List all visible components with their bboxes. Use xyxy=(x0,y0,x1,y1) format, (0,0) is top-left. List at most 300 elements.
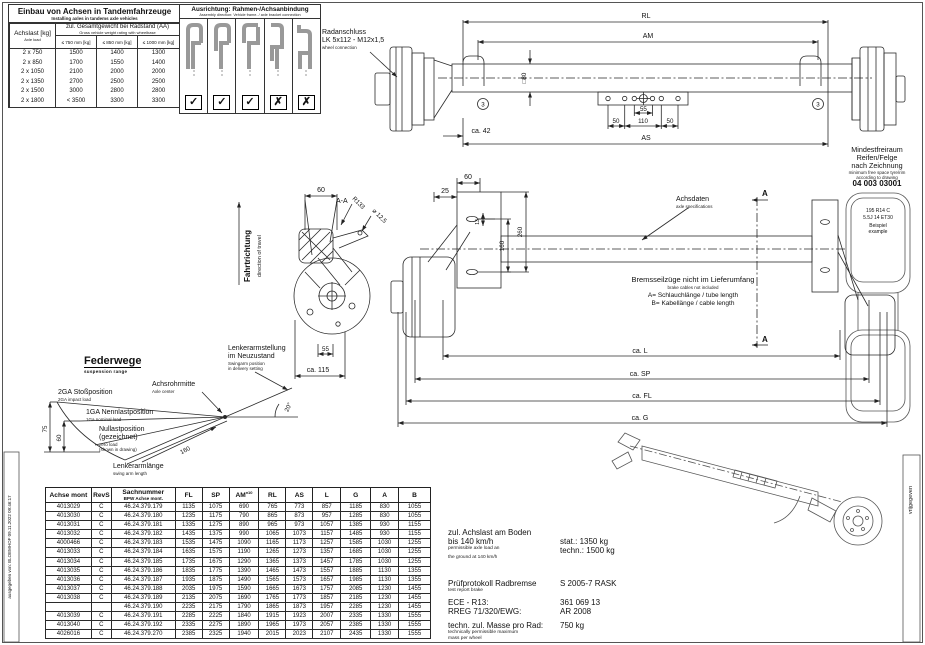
table-cell: 3300 xyxy=(97,97,138,107)
dim-am: AM xyxy=(642,33,654,40)
col-l: L xyxy=(313,488,341,503)
table-cell: C xyxy=(91,530,111,539)
table-row xyxy=(46,557,431,566)
table-cell: 4000466 xyxy=(46,539,92,548)
col-1000: ≤ 1000 mm [kg] xyxy=(138,36,180,49)
rreg-value: AR 2008 xyxy=(560,607,592,616)
table-cell: 1923 xyxy=(286,612,313,621)
table-cell: 1375 xyxy=(202,530,229,539)
table-cell: 1555 xyxy=(399,621,431,630)
table-cell: 1700 xyxy=(56,59,97,69)
table-cell: 1230 xyxy=(371,593,399,602)
table-cell: 4013032 xyxy=(46,530,92,539)
table-row xyxy=(46,566,431,575)
mass-per-wheel-en2: mass per wheel xyxy=(448,635,482,641)
bracket-profile-icon xyxy=(293,21,319,79)
table-row xyxy=(10,78,180,88)
aa-dim-60: 60 xyxy=(317,187,325,194)
dim-55: 55 xyxy=(639,106,647,113)
table-cell: 2 x 1800 xyxy=(10,97,56,107)
table-cell: 46.24.379.181 xyxy=(111,521,175,530)
table-cell: 790 xyxy=(229,512,259,521)
table-cell: C xyxy=(91,521,111,530)
table-cell: 1940 xyxy=(229,630,259,639)
axle-load-ground-en2: the ground at 140 km/h xyxy=(448,555,498,560)
table-cell: 1155 xyxy=(399,530,431,539)
table-cell: 2500 xyxy=(138,78,180,88)
table-cell: 1775 xyxy=(202,566,229,575)
table-cell: 1565 xyxy=(259,575,286,584)
table-cell: 1455 xyxy=(399,603,431,612)
table-cell: 1873 xyxy=(286,603,313,612)
table-cell: 46.24.379.180 xyxy=(111,512,175,521)
wheel-connection-label: Radanschluss LK 5x112 - M12x1,5 wheel connection xyxy=(322,29,385,50)
table-cell: 46.24.379.184 xyxy=(111,548,175,557)
bracket-profile-icon xyxy=(265,21,291,79)
table-cell: 1055 xyxy=(399,503,431,512)
table-cell: 1400 xyxy=(138,59,180,69)
table-cell: 1690 xyxy=(229,593,259,602)
aa-section-label: A-A xyxy=(336,198,348,205)
fw-dim-160: 160 xyxy=(179,445,192,457)
table-cell: 2225 xyxy=(202,612,229,621)
table-cell: 1575 xyxy=(202,548,229,557)
table-cell: 1357 xyxy=(313,548,341,557)
table-cell: 873 xyxy=(286,512,313,521)
table-cell: C xyxy=(91,548,111,557)
example-label: example xyxy=(868,229,888,235)
table-cell: 1773 xyxy=(286,593,313,602)
table-cell: 2057 xyxy=(313,621,341,630)
table-row xyxy=(46,530,431,539)
table-cell: C xyxy=(91,539,111,548)
axle-specifications-label: Achsdaten axle specifications xyxy=(676,196,713,209)
beispiel-label: Beispiel xyxy=(869,223,887,229)
table-cell: 46.24.379.182 xyxy=(111,530,175,539)
table-cell: 1175 xyxy=(202,512,229,521)
table-cell: 1075 xyxy=(202,503,229,512)
table-row xyxy=(10,97,180,107)
table-cell: 865 xyxy=(259,512,286,521)
table-cell: 46.24.379.187 xyxy=(111,575,175,584)
table-cell: 1365 xyxy=(259,557,286,566)
table-cell: 1975 xyxy=(202,584,229,593)
axle-load-ground-line2: bis 140 km/h xyxy=(448,537,494,546)
table-cell: C xyxy=(91,593,111,602)
table-row xyxy=(10,59,180,69)
table-cell: C xyxy=(91,612,111,621)
table-cell: 1330 xyxy=(371,630,399,639)
nominal-load-label: 1GA Nennlastposition 1Ga nominal load xyxy=(86,409,154,422)
table-cell: 1130 xyxy=(371,575,399,584)
table-cell: 2000 xyxy=(138,68,180,78)
dim-sq80: □80 xyxy=(521,72,528,84)
direction-of-travel-label-de: Fahrtrichtung xyxy=(243,230,252,282)
table-cell: 1030 xyxy=(371,539,399,548)
orientation-title-en: Assembly direction: Vehicle frame- / axle bracket connection xyxy=(199,13,301,17)
table-cell: 1335 xyxy=(175,521,202,530)
table-cell: 1255 xyxy=(399,548,431,557)
suspension-range-title: Federwege suspension range xyxy=(84,355,142,374)
table-cell: 4013038 xyxy=(46,593,92,602)
table-cell: 1135 xyxy=(175,503,202,512)
table-cell: 1455 xyxy=(399,593,431,602)
table-cell: 2235 xyxy=(175,603,202,612)
table-cell: 4026016 xyxy=(46,630,92,639)
col-revs: RevS xyxy=(91,488,111,503)
table-cell xyxy=(91,603,111,612)
test-report-label-en: test report brake xyxy=(448,587,483,593)
table-cell: 1090 xyxy=(229,539,259,548)
table-cell: 1290 xyxy=(229,557,259,566)
table-cell: 1675 xyxy=(202,557,229,566)
table-cell: 2335 xyxy=(341,612,371,621)
table-cell: 1230 xyxy=(371,603,399,612)
col-am: $AM^{\pm 10}$ xyxy=(229,488,259,503)
table-cell: 765 xyxy=(259,503,286,512)
table-row xyxy=(46,539,431,548)
table-cell: 2 x 1500 xyxy=(10,87,56,97)
dim-50-left: 50 xyxy=(612,118,620,125)
table-cell: C xyxy=(91,575,111,584)
table-cell: 2385 xyxy=(341,621,371,630)
dim-50-right: 50 xyxy=(666,118,674,125)
table-cell: 1285 xyxy=(341,512,371,521)
aa-r133: R133 xyxy=(350,195,366,211)
parts-table-body xyxy=(46,503,431,639)
direction-of-travel-label-en: direction of travel xyxy=(257,235,263,277)
dim-ca-l: ca. L xyxy=(632,348,648,355)
table-cell: 1765 xyxy=(259,593,286,602)
table-cell: 1390 xyxy=(229,566,259,575)
table-cell: 3000 xyxy=(56,87,97,97)
table-cell: C xyxy=(91,566,111,575)
table-row xyxy=(46,603,431,612)
table-cell: 1400 xyxy=(97,49,138,59)
technical-load-value: techn.: 1500 kg xyxy=(560,546,615,555)
table-cell: 830 xyxy=(371,503,399,512)
table-cell: 1965 xyxy=(259,621,286,630)
table-cell: 2 x 1350 xyxy=(10,78,56,88)
dim-ca-fl: ca. FL xyxy=(632,393,652,400)
table-cell: 1300 xyxy=(138,49,180,59)
table-cell: 1585 xyxy=(341,539,371,548)
table-cell: 1555 xyxy=(399,612,431,621)
table-row xyxy=(46,548,431,557)
parts-table-header-row xyxy=(46,488,431,503)
table-cell: 4013030 xyxy=(46,512,92,521)
table-cell: 1055 xyxy=(399,512,431,521)
table-cell: 1230 xyxy=(371,584,399,593)
table-cell: 2335 xyxy=(175,621,202,630)
table-row xyxy=(46,593,431,602)
table-cell: 2325 xyxy=(202,630,229,639)
table-cell: 4013029 xyxy=(46,503,92,512)
table-cell: 2285 xyxy=(175,612,202,621)
table-cell: 1635 xyxy=(175,548,202,557)
mv-dim-25: 25 xyxy=(441,188,449,195)
table-cell: 1555 xyxy=(399,630,431,639)
col-as: AS xyxy=(286,488,313,503)
orientation-checkbox-5: ✗ xyxy=(298,95,315,110)
table-cell: 4013033 xyxy=(46,548,92,557)
rim-size-label: 5.5J 14 ET30 xyxy=(863,215,893,221)
table-cell: 4013036 xyxy=(46,575,92,584)
table-row xyxy=(10,49,180,59)
swingarm-delivery-label: Lenkerarmstellung im Neuzustand Swingarm position in delivery setting xyxy=(228,345,286,371)
table-cell: 1890 xyxy=(229,621,259,630)
balloon-3-left: 3 xyxy=(481,101,485,109)
table-cell: 1257 xyxy=(313,539,341,548)
col-achse-mont: Achse mont xyxy=(46,488,92,503)
table-cell: 2 x 850 xyxy=(10,59,56,69)
table-cell: 2100 xyxy=(56,68,97,78)
table-cell: 1255 xyxy=(399,557,431,566)
table-cell: 1273 xyxy=(286,548,313,557)
table-cell: 2175 xyxy=(202,603,229,612)
table-cell: 1275 xyxy=(202,521,229,530)
table-cell: 4013031 xyxy=(46,521,92,530)
mass-per-wheel-en1: technically permissible maximum xyxy=(448,630,519,635)
axle-load-header: Achslast [kg] Axle load xyxy=(10,24,56,49)
orientation-title xyxy=(180,5,320,19)
table-cell: 830 xyxy=(371,512,399,521)
fw-dim-75: 75 xyxy=(42,425,49,433)
table-cell: 1500 xyxy=(56,49,97,59)
install-title-de: Einbau von Achsen in Tandemfahrzeuge xyxy=(17,7,172,16)
impact-position-label: 2GA Stoßposition 2GA impact load xyxy=(58,389,113,402)
table-cell: 690 xyxy=(229,503,259,512)
table-cell: 1875 xyxy=(202,575,229,584)
orientation-option-4 xyxy=(265,19,293,113)
orientation-title-de: Ausrichtung: Rahmen-/Achsanbindung xyxy=(191,6,309,13)
table-cell: 1915 xyxy=(259,612,286,621)
tandem-install-table xyxy=(8,4,181,108)
brake-cables-note: Bremsseilzüge nicht im Lieferumfang brake cables not included A= Schlauchlänge / tube length B= Kabellänge / cable length xyxy=(631,275,755,307)
orientation-checkbox-1: ✓ xyxy=(185,95,202,110)
table-cell: 1030 xyxy=(371,557,399,566)
install-table-title xyxy=(9,5,180,23)
table-cell: 1857 xyxy=(313,593,341,602)
mass-per-wheel-value: 750 kg xyxy=(560,621,585,630)
orientation-panel xyxy=(179,4,321,114)
table-cell: 1130 xyxy=(371,566,399,575)
orientation-checkbox-2: ✓ xyxy=(213,95,230,110)
aa-dim-115: ca. 115 xyxy=(306,367,330,374)
table-cell: 1835 xyxy=(175,566,202,575)
table-cell: 1235 xyxy=(175,512,202,521)
test-report-label: Prüfprotokoll Radbremse xyxy=(448,578,537,588)
install-table-body xyxy=(10,49,180,107)
table-row xyxy=(46,521,431,530)
min-clearance-label: Mindestfreiraum Reifen/Felge nach Zeichnung minimum free space tyre/rim according to drawing 04 003 03001 xyxy=(848,145,906,188)
table-cell: 2275 xyxy=(202,621,229,630)
table-cell: 957 xyxy=(313,512,341,521)
swing-arm-length-label: Lenkerarmlänge swing arm length xyxy=(113,463,164,476)
table-cell: 1957 xyxy=(313,603,341,612)
table-cell: 4013040 xyxy=(46,621,92,630)
table-cell: C xyxy=(91,630,111,639)
table-cell: 973 xyxy=(286,521,313,530)
table-cell: 1935 xyxy=(175,575,202,584)
table-cell: 1355 xyxy=(399,566,431,575)
table-cell: 1190 xyxy=(229,548,259,557)
section-marker-a-bottom: A xyxy=(762,335,768,344)
col-g: G xyxy=(341,488,371,503)
table-cell: < 3500 xyxy=(56,97,97,107)
table-cell: 2007 xyxy=(313,612,341,621)
orientation-option-1 xyxy=(180,19,208,113)
bracket-profile-icon xyxy=(209,21,235,79)
table-cell: 890 xyxy=(229,521,259,530)
aa-dim-55: 55 xyxy=(322,346,329,353)
table-cell: 2 x 1050 xyxy=(10,68,56,78)
orientation-checkbox-4: ✗ xyxy=(270,95,287,110)
rreg-label: RREG 71/320/EWG: xyxy=(448,607,522,616)
table-cell: C xyxy=(91,557,111,566)
table-cell: 2800 xyxy=(138,87,180,97)
table-cell: 1065 xyxy=(259,530,286,539)
col-rl: RL xyxy=(259,488,286,503)
table-cell: 1473 xyxy=(286,566,313,575)
table-row xyxy=(46,584,431,593)
table-cell: 1355 xyxy=(399,575,431,584)
table-cell: 1735 xyxy=(175,557,202,566)
table-cell: 2023 xyxy=(286,630,313,639)
col-sp: SP xyxy=(202,488,229,503)
table-cell: 1665 xyxy=(259,584,286,593)
axle-load-ground-line1: zul. Achslast am Boden xyxy=(448,528,532,537)
col-b: B xyxy=(399,488,431,503)
table-row xyxy=(46,575,431,584)
table-cell: 1330 xyxy=(371,612,399,621)
table-cell: 3300 xyxy=(138,97,180,107)
bracket-profile-icon xyxy=(237,21,263,79)
table-cell: 1590 xyxy=(229,584,259,593)
table-cell: 1373 xyxy=(286,557,313,566)
dim-ca42: ca. 42 xyxy=(471,128,491,135)
mv-dim-13: 13 xyxy=(475,219,481,225)
table-cell: 1057 xyxy=(313,521,341,530)
table-cell: 1465 xyxy=(259,566,286,575)
aa-dia-12-5: ⌀ 12,5 xyxy=(370,207,388,225)
released-note: vrijgegeven xyxy=(908,485,914,515)
table-cell: 2135 xyxy=(175,593,202,602)
table-cell: 1330 xyxy=(371,621,399,630)
table-cell: 1435 xyxy=(175,530,202,539)
balloon-3-right: 3 xyxy=(816,101,820,109)
ece-value: 361 069 13 xyxy=(560,598,601,607)
table-row xyxy=(10,87,180,97)
table-cell: 1385 xyxy=(341,521,371,530)
dim-rl: RL xyxy=(641,13,651,20)
axle-load-ground-en1: permissible axle load an xyxy=(448,546,500,551)
orientation-checkbox-3: ✓ xyxy=(242,95,259,110)
table-cell: 2285 xyxy=(341,603,371,612)
table-cell: 1685 xyxy=(341,548,371,557)
table-cell: 2500 xyxy=(97,78,138,88)
table-cell: 1475 xyxy=(202,539,229,548)
col-a: A xyxy=(371,488,399,503)
table-cell: 46.24.379.270 xyxy=(111,630,175,639)
dim-110: 110 xyxy=(638,118,648,125)
table-cell: 1840 xyxy=(229,612,259,621)
table-cell: 1255 xyxy=(399,539,431,548)
table-cell: 2800 xyxy=(97,87,138,97)
table-cell: 1165 xyxy=(259,539,286,548)
table-cell: 46.24.379.185 xyxy=(111,557,175,566)
table-cell: 1185 xyxy=(341,503,371,512)
bracket-profile-icon xyxy=(181,21,207,79)
table-cell: 46.24.379.189 xyxy=(111,593,175,602)
table-cell: 1265 xyxy=(259,548,286,557)
table-cell: 1573 xyxy=(286,575,313,584)
table-cell: 4013037 xyxy=(46,584,92,593)
section-marker-a-top: A xyxy=(762,189,768,198)
table-cell: 857 xyxy=(313,503,341,512)
orientation-option-2 xyxy=(208,19,236,113)
static-load-value: stat.: 1350 kg xyxy=(560,537,609,546)
mv-dim-260: 260 xyxy=(517,226,524,238)
table-cell: 2035 xyxy=(175,584,202,593)
table-cell: 1155 xyxy=(399,521,431,530)
fw-dim-60: 60 xyxy=(56,434,63,442)
tyre-size-label: 195 R14 C xyxy=(866,208,890,214)
table-cell: C xyxy=(91,503,111,512)
mass-per-wheel-label: techn. zul. Masse pro Rad: xyxy=(448,621,544,630)
dim-ca-g: ca. G xyxy=(631,415,649,422)
table-cell: 1030 xyxy=(371,548,399,557)
gvw-header: zul. Gesamtgewicht bei Radstand (AA) Gross vehicle weight rating with wheelbase xyxy=(56,24,180,36)
col-fl: FL xyxy=(175,488,202,503)
table-cell: 2085 xyxy=(341,584,371,593)
table-row xyxy=(46,512,431,521)
col-sachnummer: Sachnummer BPW Achse mont. xyxy=(111,488,175,503)
table-cell: 1790 xyxy=(229,603,259,612)
table-cell: C xyxy=(91,512,111,521)
table-cell: 46.24.379.191 xyxy=(111,612,175,621)
table-cell: 1535 xyxy=(175,539,202,548)
ece-label: ECE - R13: xyxy=(448,598,489,607)
table-cell: C xyxy=(91,621,111,630)
table-cell: 2 x 750 xyxy=(10,49,56,59)
table-cell: 1173 xyxy=(286,539,313,548)
col-750: ≤ 750 mm [kg] xyxy=(56,36,97,49)
table-cell: 2015 xyxy=(259,630,286,639)
table-cell: C xyxy=(91,584,111,593)
table-cell: 46.24.379.186 xyxy=(111,566,175,575)
col-850: ≤ 850 mm [kg] xyxy=(97,36,138,49)
table-cell: 1865 xyxy=(259,603,286,612)
table-cell: 46.24.379.183 xyxy=(111,539,175,548)
mv-dim-160: 160 xyxy=(499,240,506,252)
table-cell: 1657 xyxy=(313,575,341,584)
table-cell: 2000 xyxy=(97,68,138,78)
table-cell: 46.24.379.190 xyxy=(111,603,175,612)
table-cell: 2185 xyxy=(341,593,371,602)
table-cell: 1985 xyxy=(341,575,371,584)
table-cell: 46.24.379.188 xyxy=(111,584,175,593)
table-cell: 2435 xyxy=(341,630,371,639)
table-cell: 1455 xyxy=(399,584,431,593)
front-view-axle-drawing xyxy=(370,20,905,147)
table-row xyxy=(46,503,431,512)
table-cell: 773 xyxy=(286,503,313,512)
table-cell: 4013039 xyxy=(46,612,92,621)
axle-center-label: Achsrohrmitte Axle center xyxy=(152,381,196,394)
table-row xyxy=(46,630,431,639)
dim-ca-sp: ca. SP xyxy=(629,371,651,378)
